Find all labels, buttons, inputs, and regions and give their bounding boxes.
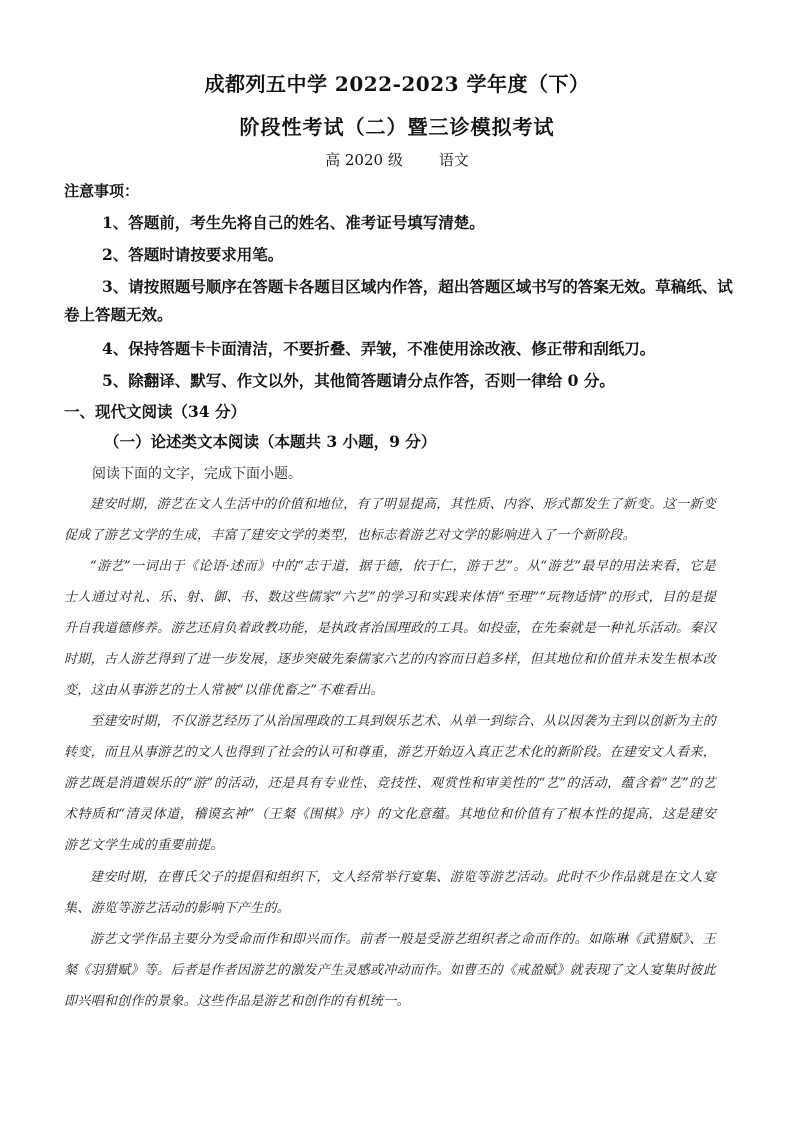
notice-item-5: 5、除翻译、默写、作文以外，其他简答题请分点作答，否则一律给 0 分。 — [102, 371, 615, 390]
section-heading: 一、现代文阅读（34 分） — [64, 402, 246, 421]
grade-label: 高 2020 级 — [325, 151, 403, 169]
notice-heading: 注意事项： — [64, 182, 140, 200]
subsection-heading: （一）论述类文本阅读（本题共 3 小题，9 分） — [104, 432, 437, 451]
passage-paragraph-2: “游艺”一词出于《论语·述而》中的“志于道，据于德，依于仁，游于艺”。从“游艺”最早的用法来看，它是士人通过对礼、乐、射、御、书、数这些儒家“六艺”的学习和实践来体悟“至理”“玩物适情”的形式，目的是提升自我道德修养。游艺还肩负着政教功能，是执政者治国理政的工具。如投壶，在先秦就是一种礼乐活动。秦汉时期，古人游艺得到了进一步发展，逐步突破先秦儒家六艺的内容而日趋多样，但其地位和价值并未发生根本改变，这由从事游艺的士人常被“以俳优畜之”不难看出。 — [64, 559, 716, 698]
grade-subject-line — [0, 149, 794, 170]
notice-item-1: 1、答题前，考生先将自己的姓名、准考证号填写清楚。 — [102, 213, 485, 232]
passage-paragraph-3: 至建安时期，不仅游艺经历了从治国理政的工具到娱乐艺术、从单一到综合、从以因袭为主到以创新为主的转变，而且从事游艺的文人也得到了社会的认可和尊重，游艺开始迈入真正艺术化的新阶段。在建安文人看来，游艺既是消遣娱乐的“游”的活动，还是具有专业性、竞技性、观赏性和审美性的“艺”的活动，蕴含着“艺”的艺术特质和“清灵体道，稽谟玄神”（王粲《围棋》序）的文化意蕴。其地位和价值有了根本性的提高，这是建安游艺文学生成的重要前提。 — [64, 714, 716, 853]
passage-paragraph-5: 游艺文学作品主要分为受命而作和即兴而作。前者一般是受游艺组织者之命而作的。如陈琳《武猎赋》、王粲《羽猎赋》等。后者是作者因游艺的激发产生灵感或冲动而作。如曹丕的《戒盈赋》就表现了文人宴集时彼此即兴唱和创作的景象。这些作品是游艺和创作的有机统一。 — [64, 932, 716, 1009]
notice-item-4: 4、保持答题卡卡面清洁，不要折叠、弄皱，不准使用涂改液、修正带和刮纸刀。 — [102, 339, 656, 358]
passage-paragraph-1: 建安时期，游艺在文人生活中的价值和地位，有了明显提高，其性质、内容、形式都发生了新变。这一新变促成了游艺文学的生成，丰富了建安文学的类型，也标志着游艺对文学的影响进入了一个新阶段。 — [64, 497, 716, 543]
exam-subtitle: 阶段性考试（二）暨三诊模拟考试 — [239, 115, 555, 139]
passage-paragraph-4: 建安时期，在曹氏父子的提倡和组织下，文人经常举行宴集、游览等游艺活动。此时不少作品就是在文人宴集、游览等游艺活动的影响下产生的。 — [64, 870, 716, 916]
subject-label: 语文 — [438, 151, 469, 169]
exam-title: 成都列五中学 2022-2023 学年度（下） — [204, 72, 590, 96]
notice-item-2: 2、答题时请按要求用笔。 — [102, 245, 284, 264]
notice-item-3: 3、请按照题号顺序在答题卡各题目区域内作答，超出答题区域书写的答案无效。草稿纸、试卷上答题无效。 — [64, 277, 733, 324]
reading-instruction: 阅读下面的文字，完成下面小题。 — [92, 465, 302, 481]
